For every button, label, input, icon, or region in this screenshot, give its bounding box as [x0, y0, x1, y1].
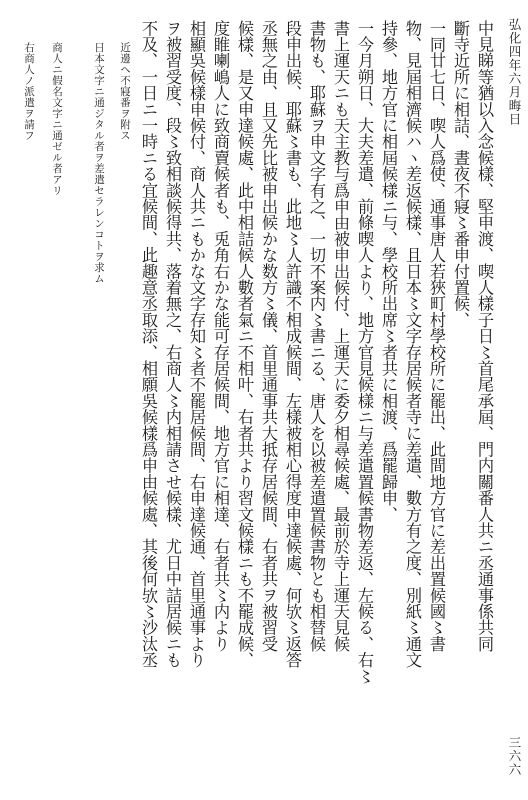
body-column: ヲ被習受度、段〻致相談候得共、落着無之、右商人〻内相請させ候樣、尤日中詰居候ニも [163, 20, 182, 668]
margin-note [68, 42, 104, 284]
body-column: 書上運天ニも天主教与爲申由被申出候付、上運天に委夕相尋候處、最前於寺上運天見候 [331, 20, 350, 652]
margin-note-text: 近邊へ不寢番ヲ附ス [119, 42, 131, 141]
margin-note-text: 日本文字ニ通ジタル者ヲ差遣セラレンコトヲ求ム [93, 42, 105, 284]
body-column: 候樣、是又申達候處、此中相詰候人數者氣ニ不相叶、右者共より習文候樣ニも不罷成候、 [235, 20, 254, 668]
body-column: 一今月朔日、大夫差遣、前條喫人より、地方官見候樣ニ与差遣置候書物差返、左候る、右〻 [355, 20, 374, 685]
margin-note [38, 42, 62, 196]
body-column: 相顯吳候樣申候付、商人共ニもかな文字存知〻者不罷居候間、右申達候通、首里通事より [187, 20, 206, 668]
body-column: 丞無之由、且又先比被申出候かな数方〻儀、首里通事共大抵存居候間、右者共ヲ被習受 [259, 20, 278, 652]
margin-note [106, 42, 130, 141]
running-title: 弘化四年六月晦日 [507, 18, 522, 126]
margin-note-text: 商人ニ假名文字ニ通ゼル者アリ [51, 42, 63, 196]
body-column: 段申出候、耶蘇〻書も、此地〻人許識不相成候間、左樣被相心得度申達候處、何欤〻返答 [283, 20, 302, 668]
body-column: 斷寺近所に相詰、晝夜不寢〻番申付置候、 [451, 20, 470, 328]
margin-note-text: 右商人ノ派遣ヲ請フ [23, 42, 35, 141]
body-column: 度睢喇嶋人に致商賣候者も、兎角右かな能可存居候間、地方官に相達、右者共〻内より [211, 20, 230, 652]
body-column: 書物も、耶蘇ヲ申文字有之、一切不案内〻書ニる、唐人を以被差遣置候書物とも相替候 [307, 20, 326, 652]
body-column: 不及、一日ニ一時ニる宜候間、此趣意丞取添、相願吳候樣爲申由候處、其後何欤〻沙汰丞 [139, 20, 158, 668]
margin-note [10, 42, 34, 141]
body-column: 物、見屆相濟候ハヽ差返候樣、且日本〻文字存居候者寺に差遣、數方有之度、別紙〻通文 [403, 20, 422, 668]
body-column: 持參、地方官に相屆候樣ニ与、學校所出席〻者共に相渡、爲罷歸申、 [379, 20, 398, 523]
page-number: 三六六 [507, 736, 522, 777]
body-column: 一同廿七日、喫人爲使、通事唐人若狹町村學校所に罷出、此間地方官に差出置候國〻書 [427, 20, 446, 652]
body-column: 中見睇等猶以入念候樣、堅申渡、喫人樣子日〻首尾承屆、門内關番人共ニ丞通事係共同 [475, 20, 494, 652]
